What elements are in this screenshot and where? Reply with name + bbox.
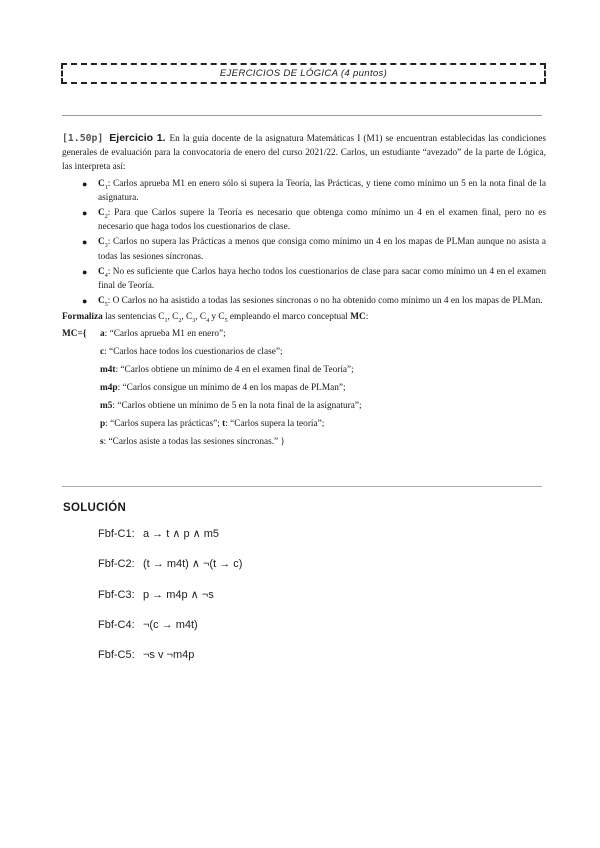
bullet-icon: ● <box>82 208 88 219</box>
exercise-intro <box>62 131 546 175</box>
formaliza-instruction: Formaliza las sentencias $C_1$, $C_2$, $C_3$, $C_4$ y $C_5$ empleando el marco conceptual MC: <box>62 312 369 325</box>
condition-item-c3: ● $C_3$: Carlos no supera las Prácticas a menos que consiga como mínimo un 4 en los mapas de PLMan aunque no asista a todas las sesiones síncronas. <box>82 237 546 262</box>
wff-c4: Fbf-C4: ¬(c → m4t) <box>98 619 198 631</box>
exercise-points: [1.50p] <box>62 133 104 144</box>
condition-item-c2: ● $C_2$: Para que Carlos supere la Teoría es necesario que obtenga como mínimo un 4 en el examen final, pero no es necesario que haga todos los cuestionarios de clase. <box>82 208 546 233</box>
bullet-icon: ● <box>82 266 88 277</box>
exercise-label: Ejercicio 1. <box>109 132 166 144</box>
mc-line: m4p: “Carlos consigue un mínimo de 4 en los mapas de PLMan”; <box>100 382 346 393</box>
conceptual-framework <box>62 327 546 449</box>
exercise-statement <box>62 131 546 453</box>
wff-c1: Fbf-C1: a → t ∧ p ∧ m5 <box>98 528 220 540</box>
mc-line: m5: “Carlos obtiene un mínimo de 5 en la nota final de la asignatura”; <box>100 400 362 411</box>
condition-item-c5: ● $C_5$: O Carlos no ha asistido a todas las sesiones síncronas o no ha obtenido como mínimo un 4 en los mapas de PLMan. <box>82 296 543 309</box>
solution-title: SOLUCIÓN <box>63 502 127 514</box>
mc-line: p: “Carlos supera las prácticas”; t: “Carlos supera la teoría”; <box>100 418 325 429</box>
wff-c2: Fbf-C2: (t → m4t) ∧ ¬(t → c) <box>98 558 243 570</box>
conditions-list <box>62 177 546 309</box>
mc-line: s: “Carlos asiste a todas las sesiones síncronas.” } <box>100 436 285 447</box>
bullet-icon: ● <box>82 178 88 189</box>
divider-top <box>62 115 542 116</box>
bullet-icon: ● <box>82 296 88 307</box>
wff-c5: Fbf-C5: ¬s v ¬m4p <box>98 649 195 661</box>
wff-c3: Fbf-C3: p → m4p ∧ ¬s <box>98 589 214 601</box>
divider-bottom <box>62 486 542 487</box>
exercise-header-box <box>61 63 546 84</box>
condition-item-c1: ● $C_1$: Carlos aprueba M1 en enero sólo si supera la Teoría, las Prácticas, y tiene como mínimo un 5 en la nota final de la asignatura. <box>82 178 546 203</box>
bullet-icon: ● <box>82 237 88 248</box>
exercise-intro-text: En la guía docente de la asignatura Matemáticas I (M1) se encuentran establecidas las condiciones generales de evaluación para la convocatoria de enero del curso 2021/22. Carlos, un estudiante “avezado” de la parte de Lógica, las interpreta así: <box>62 134 547 173</box>
mc-prefix: MC={ <box>62 328 87 339</box>
mc-line: c: “Carlos hace todos los cuestionarios de clase”; <box>100 346 283 357</box>
exercise-header-title: EJERCICIOS DE LÓGICA (4 puntos) <box>219 68 388 79</box>
condition-item-c4: ● $C_4$: No es suficiente que Carlos haya hecho todos los cuestionarios de clase para sacar como mínimo un 4 en el examen final de Teoría. <box>82 266 546 292</box>
mc-line: m4t: “Carlos obtiene un mínimo de 4 en el examen final de Teoría”; <box>100 364 354 375</box>
mc-line: a: “Carlos aprueba M1 en enero”; <box>100 328 226 339</box>
